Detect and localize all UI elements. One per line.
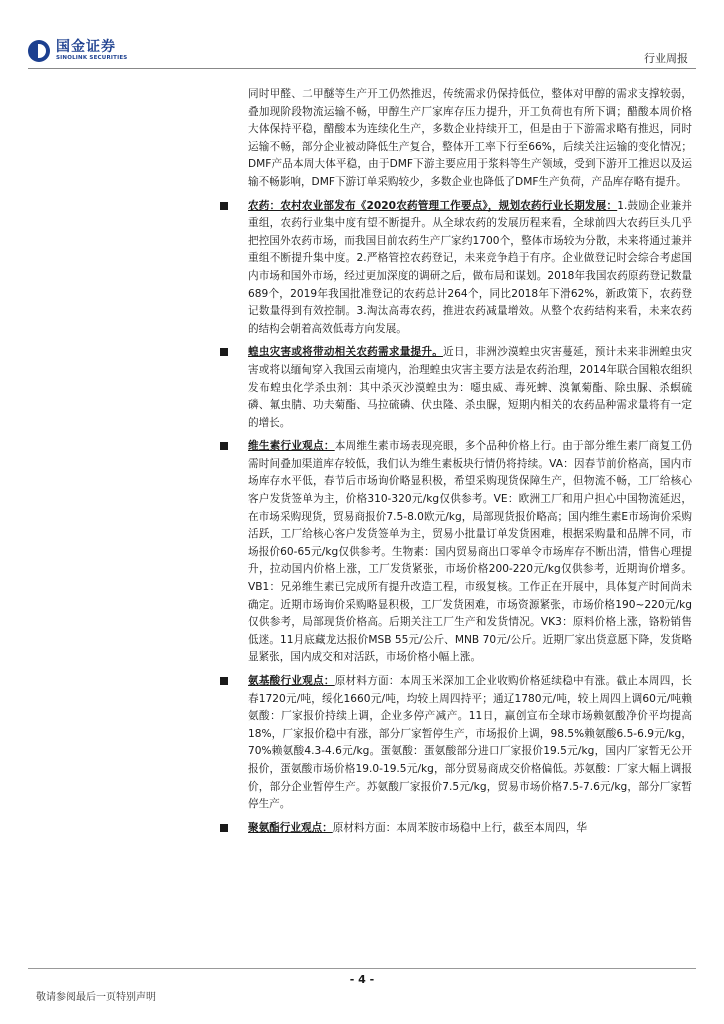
paragraph-chemicals [248, 86, 692, 192]
paragraph-vitamins [248, 438, 692, 667]
paragraph-body: 近日，非洲沙漠蝗虫灾害蔓延，预计未来非洲蝗虫灾害或将以缅甸穿入我国云南境内，治理蝗虫灾害主要方法是农药治理，2014年联合国粮农组织发布蝗虫化学杀虫剂：其中杀灭沙漠蝗虫为：噁虫威、毒死蜱、溴氰菊酯、除虫脲、杀螟硫磷、氟虫腈、功夫菊酯、马拉硫磷、伏虫隆、杀虫脲，短期内相关的农药品种需求量将有一定的增长。 [248, 346, 692, 429]
bullet-square-icon [220, 348, 228, 356]
paragraph-locust [248, 344, 692, 432]
logo-english-name: SINOLINK SECURITIES [56, 55, 128, 61]
bullet-square-icon [220, 202, 228, 210]
paragraph-body: 同时甲醛、二甲醚等生产开工仍然推迟，传统需求仍保持低位，整体对甲醇的需求支撑较弱，叠加现阶段物流运输不畅，甲醇生产厂家库存压力提升，开工负荷也有所下调；醋酸本周价格大体保持平稳，醋酸本为连续化生产，多数企业持续开工，但是由于下游需求略有推迟，同时运输不畅，部分企业被动降低生产复合，整体开工率下行至66%，后续关注运输的变化情况；DMF产品本周大体平稳，由于DMF下游主要应用于浆料等生产领域，受到下游开工推迟以及运输不畅影响，DMF下游订单采购较少，多数企业也降低了DMF生产负荷，产品库存略有提升。 [248, 88, 692, 188]
bullet-square-icon [220, 442, 228, 450]
logo-chinese-name: 国金证券 [56, 39, 116, 55]
page-header [0, 0, 724, 70]
bullet-square-icon [220, 677, 228, 685]
company-logo [28, 40, 127, 62]
paragraph-body: 原材料方面：本周玉米深加工企业收购价格延续稳中有涨。截止本周四，长春1720元/吨，绥化1660元/吨，均较上周四持平；通辽1780元/吨，较上周四上调60元/吨赖氨酸：厂家报价持续上调，企业多停产减产。11日，赢创宣布全球市场赖氨酸净价平均提高18%，厂家报价稳中有涨，部分厂家暂停生产，市场报价上调，98.5%赖氨酸6.5-6.9元/kg，70%赖氨酸4.3-4.6元/kg。蛋氨酸：蛋氨酸部分进口厂家报价19.5元/kg，国内厂家暂无公开报价，蛋氨酸市场价格19.0-19.5元/kg，部分贸易商成交价格偏低。苏氨酸：厂家大幅上调报价，部分企业暂停生产。苏氨酸厂家报价7.5元/kg，贸易市场价格7.5-7.6元/kg，部分厂家暂停生产。 [248, 675, 693, 811]
page-number: - 4 - [349, 973, 375, 986]
paragraph-polyurethane [248, 820, 692, 838]
logo-icon [28, 40, 50, 62]
footer-divider [28, 968, 696, 969]
main-content [248, 86, 692, 837]
paragraph-body: 本周维生素市场表现亮眼，多个品种价格上行。由于部分维生素厂商复工仍需时间叠加渠道库存较低，我们认为维生素板块行情仍将持续。VA：因春节前价格高，国内市场库存水平低，春节后市场询价略显积极，希望采购现货保障生产，但物流不畅，工厂给核心客户发货签单为主，价格310-320元/kg仅供参考。VE：欧洲工厂和用户担心中国物流延迟，在市场采购现货，贸易商报价7.5-8.0欧元/kg，局部现货报价略高；国内维生素E市场询价采购活跃，工厂给核心客户发货签单为主，贸易小批量订单发货困难，根据采购量和品牌不同，市场报价60-65元/kg仅供参考。生物素：国内贸易商出口零单令市场库存不断出清，惜售心理提升，拉动国内价格上涨，工厂发货紧张，市场价格200-220元/kg仅供参考，近期询价增多。VB1：兄弟维生素已完成所有提升改造工程，市级复核。工作正在开展中，具体复产时间尚未确定。近期市场询价采购略显积极，工厂发货困难，市场资源紧张，市场价格190~220元/kg仅供参考，局部现货价格高。后期关注工厂生产和发货情况。VK3：原料价格上涨，铬粉销售低迷。11月底藏龙达报价MSB 55元/公斤、MNB 70元/公斤。近期厂家出货意愿下降，发货略显紧张，国内成交和对活跃，市场价格小幅上涨。 [248, 440, 693, 664]
paragraph-pesticides [248, 198, 692, 339]
report-type: 行业周报 [644, 52, 688, 65]
paragraph-lead: 氨基酸行业观点： [248, 675, 335, 687]
paragraph-lead: 农药：农村农业部发布《2020农药管理工作要点》，规划农药行业长期发展： [248, 199, 618, 212]
paragraph-lead: 聚氨酯行业观点： [248, 821, 333, 834]
paragraph-lead: 蝗虫灾害或将带动相关农药需求量提升。 [248, 346, 444, 359]
footer-disclaimer: 敬请参阅最后一页特别声明 [36, 992, 156, 1003]
paragraph-lead: 维生素行业观点： [248, 440, 335, 453]
paragraph-amino-acids [248, 673, 692, 814]
paragraph-body: 1.鼓励企业兼并重组，农药行业集中度有望不断提升。从全球农药的发展历程来看，全球前四大农药巨头几乎把控国外农药市场，而我国目前农药生产厂家约1700个，整体市场较为分散，未来将通过兼并重组不断提升集中度。2.严格管控农药登记，未来竞争趋于有序。企业做登记时会综合考虑国内市场和国外市场，经过更加深度的调研之后，做布局和谋划。2018年我国农药原药登记数量689个，2019年我国批准登记的农药总计264个，同比2018年下滑62%，新政策下，农药登记数量得到有效控制。3.淘汰高毒农药，推进农药减量增效。从整个农药结构来看，未来农药的结构会朝着高效低毒方向发展。 [248, 199, 693, 335]
paragraph-body: 原材料方面：本周苯胺市场稳中上行，截至本周四，华 [332, 821, 587, 834]
header-divider [28, 68, 696, 69]
bullet-square-icon [220, 824, 228, 832]
